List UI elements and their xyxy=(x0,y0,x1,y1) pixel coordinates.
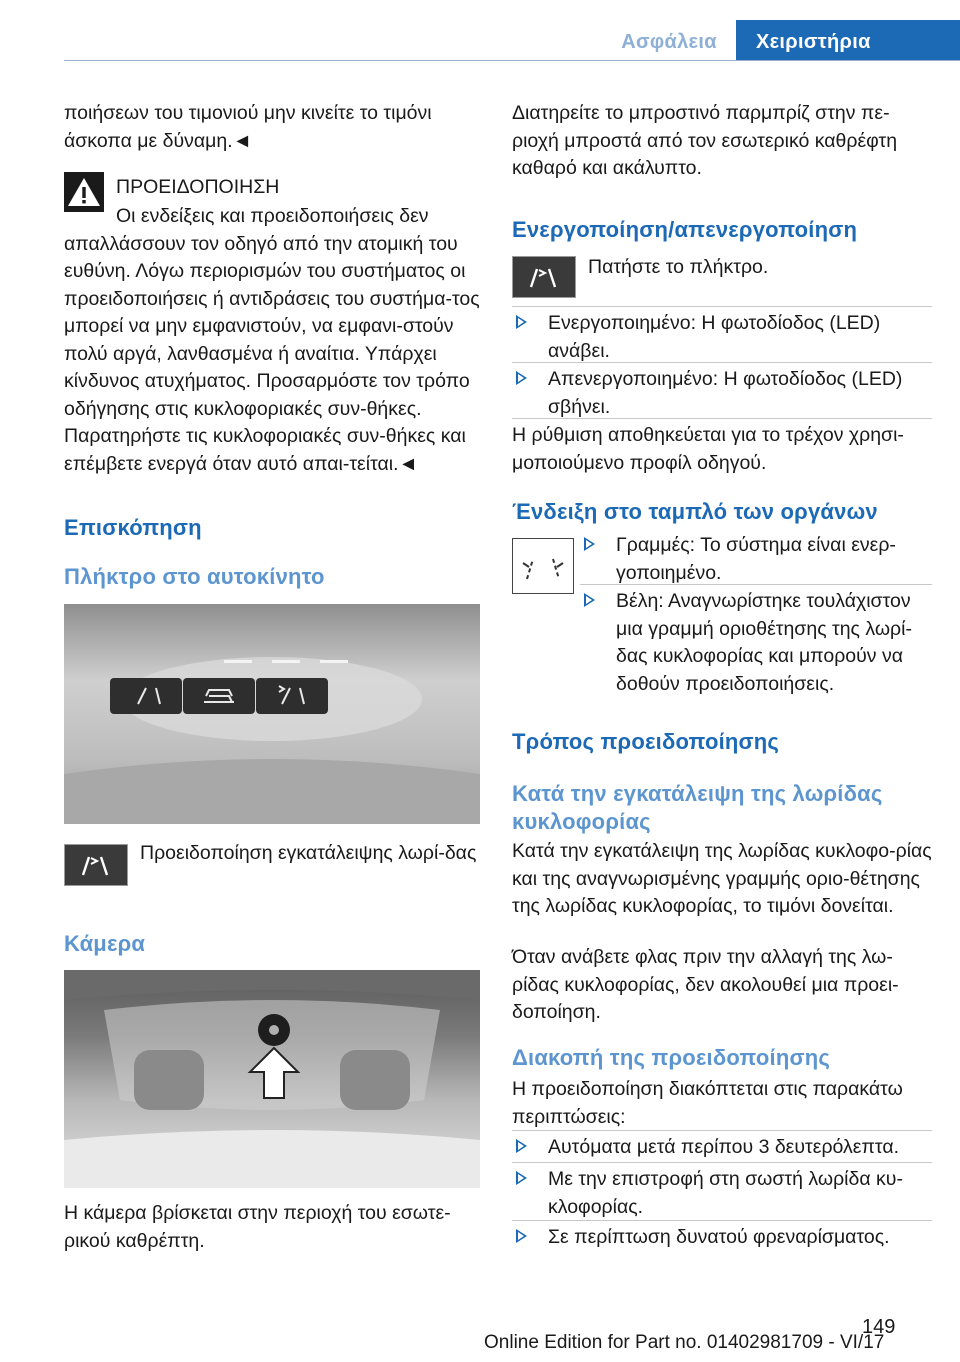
interrupt-text: Η προειδοποίηση διακόπτεται στις παρακάτω περιπτώσεις: xyxy=(512,1078,903,1128)
separator xyxy=(512,418,932,419)
separator xyxy=(512,1220,932,1221)
list-arrow-icon xyxy=(516,1171,527,1185)
separator xyxy=(512,306,932,307)
heading-overview: Επισκόπηση xyxy=(64,515,202,540)
list-arrow-icon xyxy=(516,1229,527,1243)
intro-paragraph: ποιήσεων του τιμονιού μην κινείτε το τιμόνι άσκοπα με δύναμη.◄ xyxy=(64,102,432,152)
press-button-text: Πατήστε το πλήκτρο. xyxy=(588,256,769,278)
list-arrow-icon xyxy=(584,537,595,551)
list-arrow-icon xyxy=(584,593,595,607)
separator xyxy=(512,1130,932,1131)
heading-activation: Ενεργοποίηση/απενεργοποίηση xyxy=(512,217,858,242)
warning-title: ΠΡΟΕΙΔΟΠΟΙΗΣΗ xyxy=(116,176,280,198)
list-arrow-icon xyxy=(516,315,527,329)
warning-text: Οι ενδείξεις και προειδοποιήσεις δεν απαλλάσσουν τον οδηγό από την ατομική του ευθύνη. Λόγω περιορισμών του συστήματος οι προειδοποιήσεις ή αντιδράσεις του συστήμα-τος μπορεί να μην εμφανιστούν, να εμφανι-στούν πολύ αργά, λανθασμένα ή αναίτια. Υπάρχει κίνδυνος ατυχήματος. Προσαρμόστε τον τρόπο οδήγησης στις κυκλοφοριακές συν-θήκες. Παρατηρήστε τις κυκλοφοριακές συν-θήκες και επέμβετε ενεργά όταν αυτό απαι-τείται.◄ xyxy=(64,205,480,475)
windshield-paragraph: Διατηρείτε το μπροστινό παρμπρίζ στην πε-ριοχή μπροστά από τον εσωτερικό καθρέφτη καθαρό και ακάλυπτο. xyxy=(512,102,898,179)
lane-departure-key-icon xyxy=(64,844,128,886)
camera-caption: Η κάμερα βρίσκεται στην περιοχή του εσωτε-ρικού καθρέπτη. xyxy=(64,1202,451,1252)
separator xyxy=(512,1162,932,1163)
page-number: 149 xyxy=(862,1316,896,1338)
header-tab-controls[interactable]: Χειριστήρια xyxy=(736,20,960,61)
heading-interrupt: Διακοπή της προειδοποίησης xyxy=(512,1045,830,1070)
leaving-lane-text: Κατά την εγκατάλειψη της λωρίδας κυκλοφο-ρίας και της αναγνωρισμένης γραμμής οριο-θέτησης της λωρίδας κυκλοφορίας, το τιμόνι δονείται. xyxy=(512,840,932,917)
turn-signal-text: Όταν ανάβετε φλας πριν την αλλαγή της λω-ρίδας κυκλοφορίας, δεν ακολουθεί μια προει-δοποίηση. xyxy=(512,946,899,1023)
list-arrow-icon xyxy=(516,371,527,385)
heading-camera: Κάμερα xyxy=(64,931,146,956)
list-item: Με την επιστροφή στη σωστή λωρίδα κυ-κλοφορίας. xyxy=(512,1166,932,1221)
heading-warning-mode: Τρόπος προειδοποίησης xyxy=(512,729,780,754)
list-item: Βέλη: Αναγνωρίστηκε τουλάχιστον μια γραμμή οριοθέτησης της λωρί-δας κυκλοφορίας και μπορούν να δοθούν προειδοποιήσεις. xyxy=(580,588,932,698)
heading-button-in-car: Πλήκτρο στο αυτοκίνητο xyxy=(64,564,325,589)
header-tab-safety[interactable]: Ασφάλεια xyxy=(621,31,717,53)
heading-leaving-lane: Κατά την εγκατάλειψη της λωρίδας κυκλοφορίας xyxy=(512,781,883,834)
edition-footer: Online Edition for Part no. 01402981709 - VI/17 xyxy=(484,1332,885,1353)
button-caption: Προειδοποίηση εγκατάλειψης λωρί-δας xyxy=(140,842,477,864)
list-item: Σε περίπτωση δυνατού φρεναρίσματος. xyxy=(512,1224,932,1252)
list-item: Γραμμές: Το σύστημα είναι ενερ-γοποιημένο. xyxy=(580,532,932,587)
list-item: Απενεργοποιημένο: Η φωτοδίοδος (LED) σβήνει. xyxy=(512,366,932,421)
list-item: Αυτόματα μετά περίπου 3 δευτερόλεπτα. xyxy=(512,1134,932,1162)
list-item: Ενεργοποιημένο: Η φωτοδίοδος (LED) ανάβει. xyxy=(512,310,932,365)
lane-key-icon xyxy=(512,256,576,298)
camera-location-photo xyxy=(64,970,480,1188)
lane-lines-display-icon xyxy=(512,538,574,594)
separator xyxy=(512,362,932,363)
car-button-photo xyxy=(64,604,480,824)
list-arrow-icon xyxy=(516,1139,527,1153)
header-rule xyxy=(64,60,960,61)
separator xyxy=(580,584,932,585)
heading-instrument-display: Ένδειξη στο ταμπλό των οργάνων xyxy=(512,499,878,524)
profile-setting-text: Η ρύθμιση αποθηκεύεται για το τρέχον χρησι-μοποιούμενο προφίλ οδηγού. xyxy=(512,424,904,474)
